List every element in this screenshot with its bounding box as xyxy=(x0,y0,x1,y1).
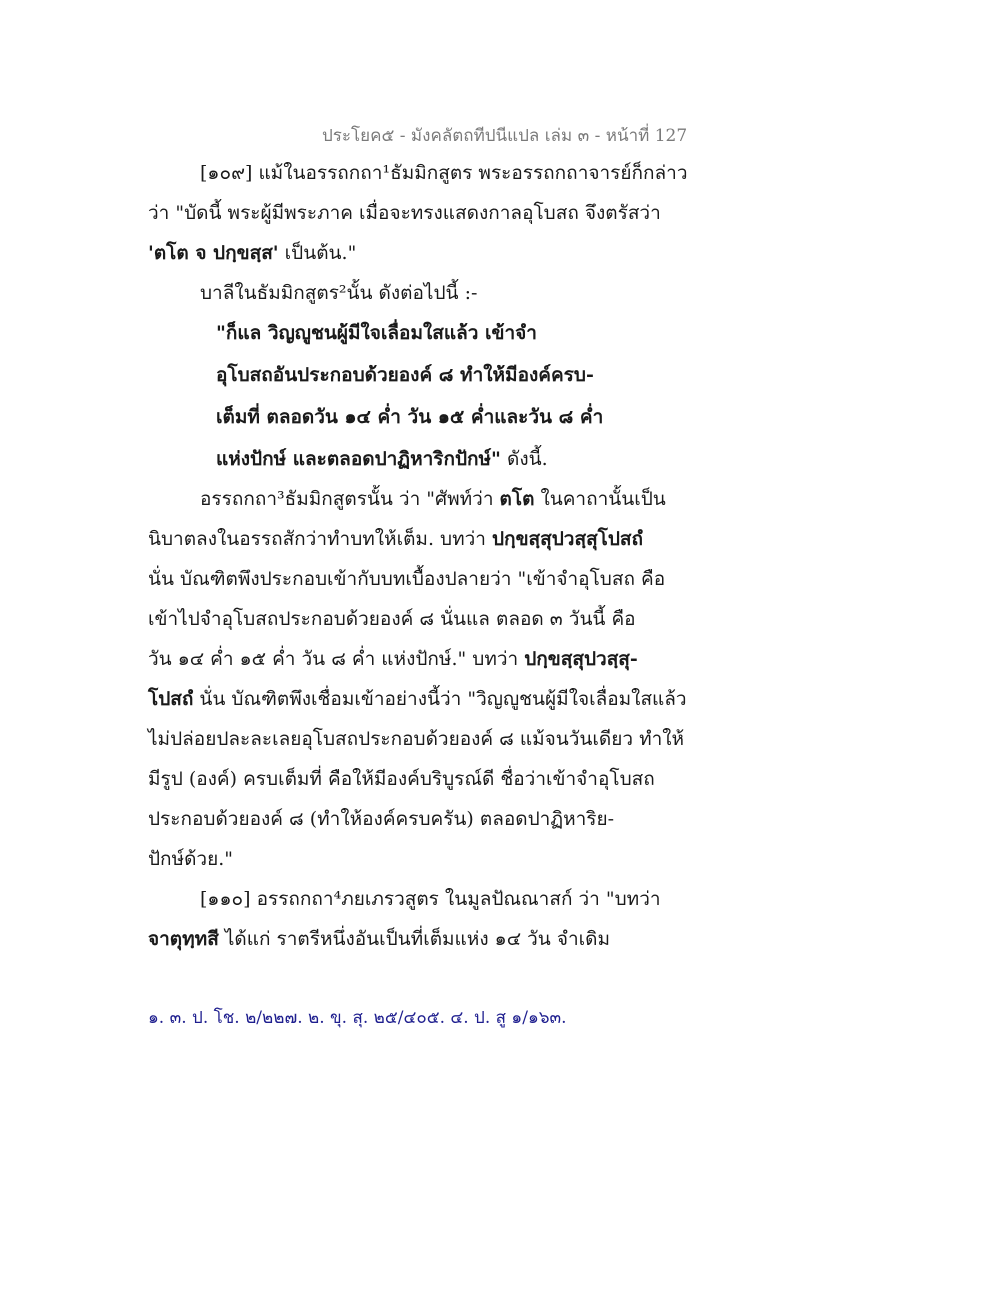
line-text: บาลีในธัมมิกสูตร²นั้น ดังต่อไปนี้ :- xyxy=(200,282,478,304)
line-text: นั่น บัณฑิตพึงเชื่อมเข้าอย่างนี้ว่า "วิญญูชนผู้มีใจเลื่อมใสแล้ว xyxy=(193,688,687,710)
line-bold-term: ปกฺขสฺสุปวสฺสุ- xyxy=(524,648,638,670)
line-bold-term: ตโต xyxy=(499,488,535,510)
line-text: ว่า "บัดนี้ พระผู้มีพระภาค เมื่อจะทรงแสดงกาลอุโบสถ จึงตรัสว่า xyxy=(148,202,661,224)
line-text: ได้แก่ ราตรีหนึ่งอันเป็นที่เต็มแห่ง ๑๔ วัน จำเดิม xyxy=(218,928,610,950)
line-bold-term: ปกฺขสฺสุปวสฺสุโปสถํ xyxy=(492,528,644,550)
line-text: เต็มที่ ตลอดวัน ๑๔ ค่ำ วัน ๑๕ ค่ำและวัน ๘ ค่ำ xyxy=(216,406,604,428)
line-text: "ก็แล วิญญูชนผู้มีใจเลื่อมใสแล้ว เข้าจำ xyxy=(216,322,537,344)
text-line-19 xyxy=(200,886,740,912)
line-bold-term: โปสถํ xyxy=(148,688,194,710)
line-text: นิบาตลงในอรรถสักว่าทำบทให้เต็ม. บทว่า xyxy=(148,528,492,550)
line-text: เข้าไปจำอุโบสถประกอบด้วยองค์ ๘ นั่นแล ตลอด ๓ วันนี้ คือ xyxy=(148,608,636,630)
line-bold-term: 'ตโต จ ปกฺขสฺส' xyxy=(148,242,279,264)
line-text: ในคาถานั้นเป็น xyxy=(534,488,666,510)
text-line-12 xyxy=(148,606,688,632)
text-line-17 xyxy=(148,806,688,832)
line-text: มีรูป (องค์) ครบเต็มที่ คือให้มีองค์บริบูรณ์ดี ชื่อว่าเข้าจำอุโบสถ xyxy=(148,768,655,790)
line-text: ไม่ปล่อยปละละเลยอุโบสถประกอบด้วยองค์ ๘ แม้จนวันเดียว ทำให้ xyxy=(148,728,685,750)
text-line-9 xyxy=(200,486,740,512)
line-bold-term: แห่งปักษ์ และตลอดปาฏิหาริกปักษ์" xyxy=(216,448,501,470)
page-header: ประโยค๕ - มังคลัตถทีปนีแปล เล่ม ๓ - หน้าที่ 127 xyxy=(322,126,688,146)
line-text: ปักษ์ด้วย." xyxy=(148,848,234,870)
text-line-1 xyxy=(200,160,740,186)
line-text: อรรถกถา³ธัมมิกสูตรนั้น ว่า "ศัพท์ว่า xyxy=(200,488,500,510)
line-text: เป็นต้น." xyxy=(278,242,357,264)
line-text: ประกอบด้วยองค์ ๘ (ทำให้องค์ครบครัน) ตลอดปาฏิหาริย- xyxy=(148,808,615,830)
text-line-13 xyxy=(148,646,688,672)
footnote: ๑. ๓. ป. โช. ๒/๒๒๗. ๒. ขุ. สุ. ๒๕/๔๐๕. ๔. ป. สู ๑/๑๖๓. xyxy=(148,1008,567,1028)
quote-line-3 xyxy=(216,404,756,430)
line-text: ดังนี้. xyxy=(500,448,548,470)
line-text: นั่น บัณฑิตพึงประกอบเข้ากับบทเบื้องปลายว่า "เข้าจำอุโบสถ คือ xyxy=(148,568,666,590)
text-line-18 xyxy=(148,846,688,872)
line-text: [๑๐๙] แม้ในอรรถกถา¹ธัมมิกสูตร พระอรรถกถาจารย์ก็กล่าว xyxy=(200,162,688,184)
text-line-16 xyxy=(148,766,688,792)
text-line-15 xyxy=(148,726,688,752)
text-line-10 xyxy=(148,526,688,552)
text-line-2 xyxy=(148,200,688,226)
text-line-14 xyxy=(148,686,688,712)
line-text: วัน ๑๔ ค่ำ ๑๕ ค่ำ วัน ๘ ค่ำ แห่งปักษ์." บทว่า xyxy=(148,648,525,670)
line-text: อุโบสถอันประกอบด้วยองค์ ๘ ทำให้มีองค์ครบ- xyxy=(216,364,594,386)
text-line-11 xyxy=(148,566,688,592)
text-line-20 xyxy=(148,926,688,952)
text-line-4 xyxy=(200,280,740,306)
quote-line-4 xyxy=(216,446,756,472)
quote-line-1 xyxy=(216,320,756,346)
line-text: [๑๑๐] อรรถกถา⁴ภยเภรวสูตร ในมูลปัณณาสก์ ว่า "บทว่า xyxy=(200,888,661,910)
line-bold-term: จาตุทฺทสี xyxy=(148,928,219,950)
quote-line-2 xyxy=(216,362,756,388)
text-line-3 xyxy=(148,240,688,266)
